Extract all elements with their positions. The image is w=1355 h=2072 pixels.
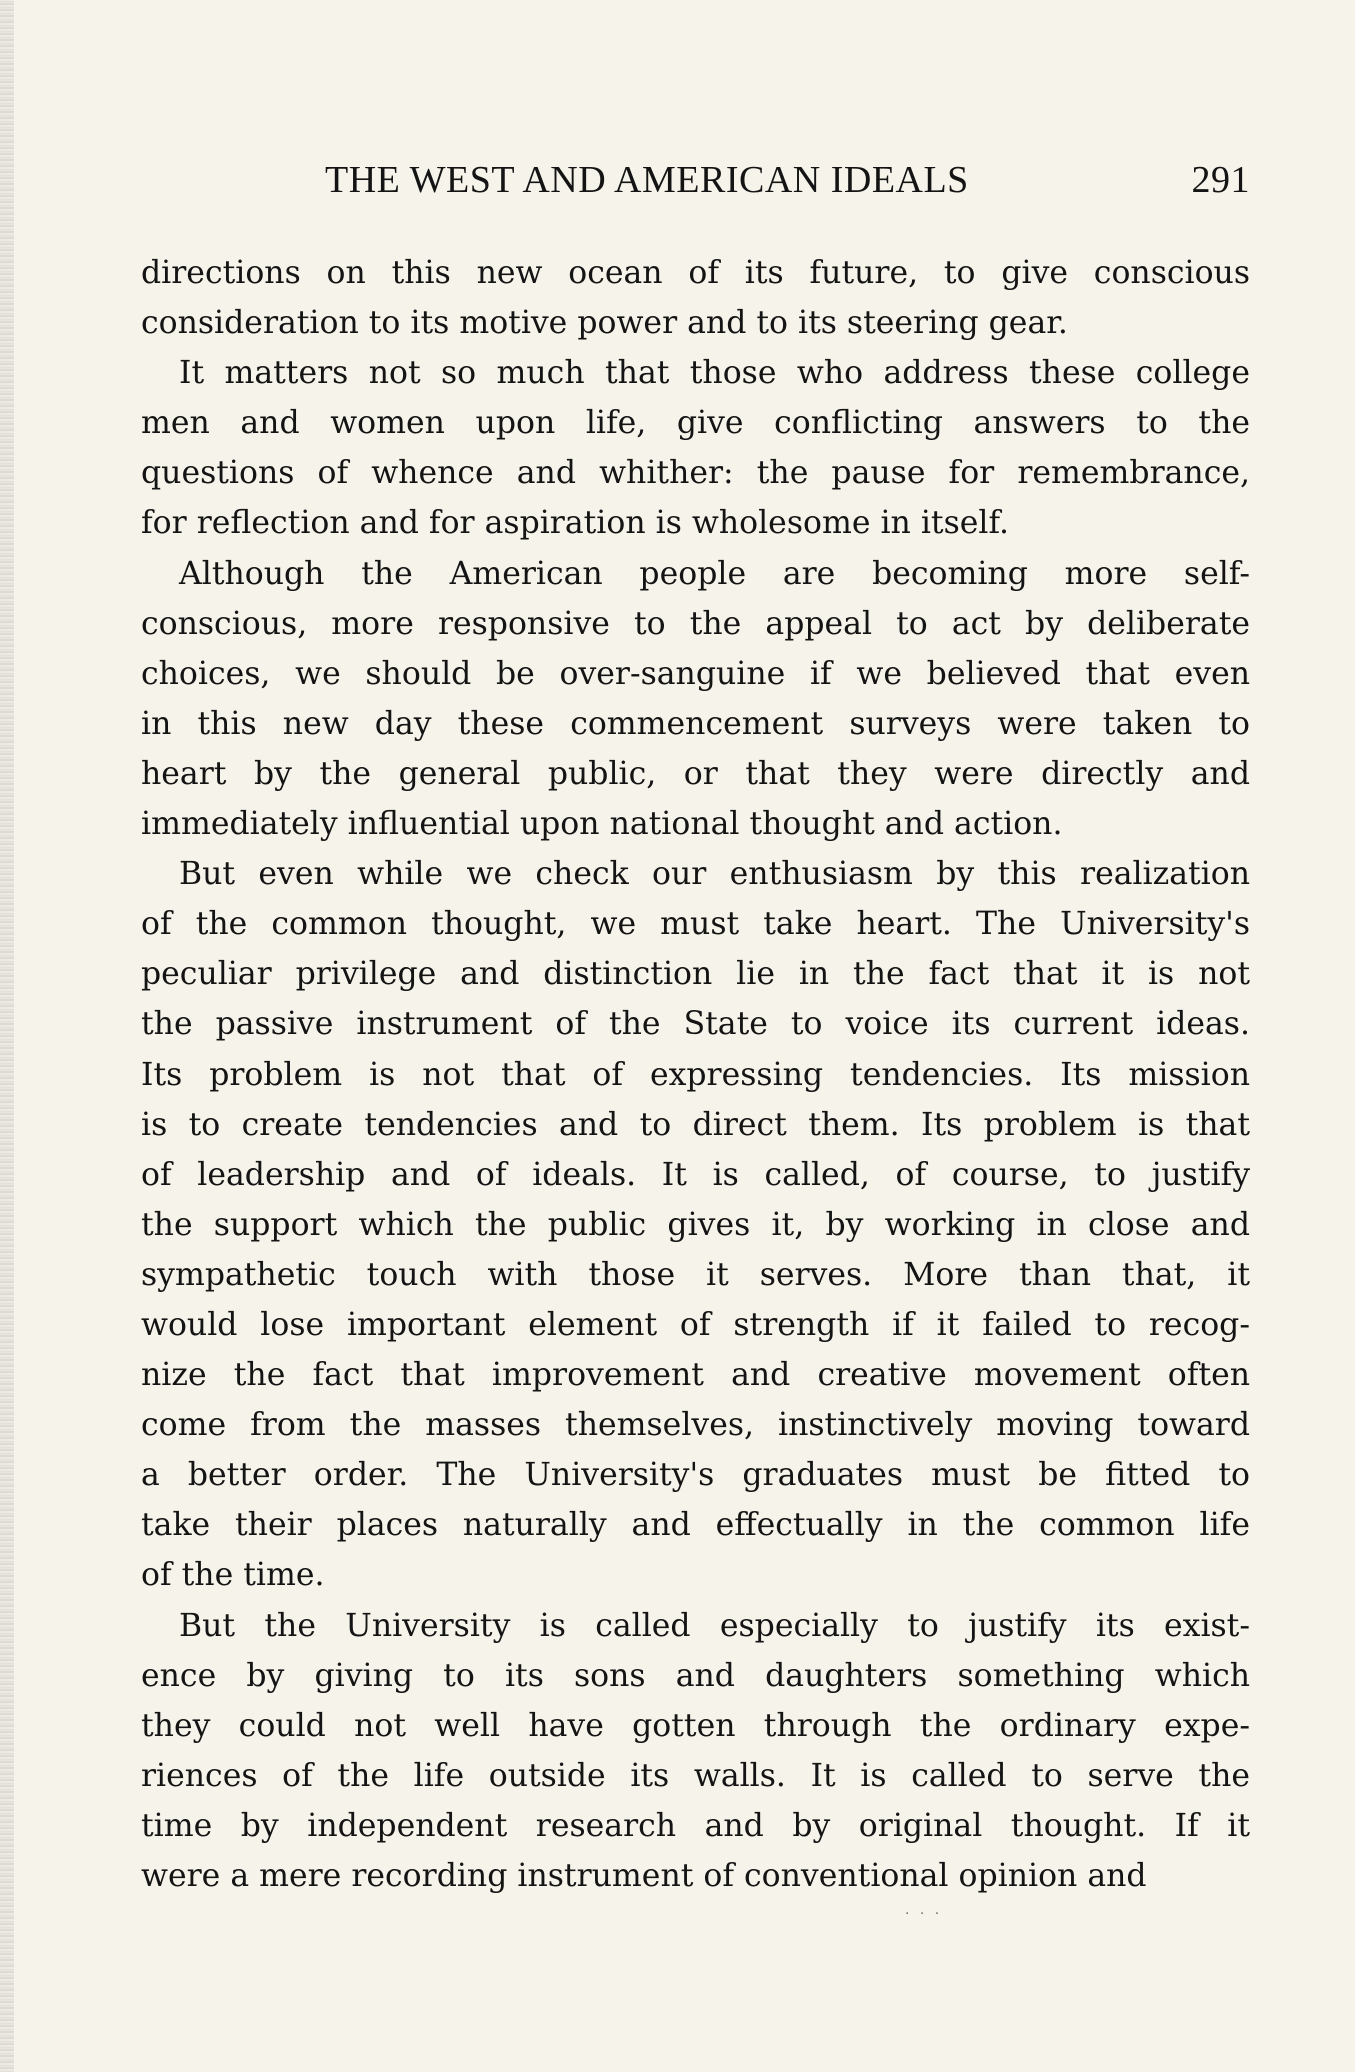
text-line: of the common thought, we must take heart. The University's [141,906,1250,943]
text-line: the passive instrument of the State to voice its current ideas. [141,1006,1250,1043]
book-page [141,150,1250,1901]
text-line: But the University is called especially to justify its exist- [179,1607,1250,1644]
text-line: would lose important element of strength if it failed to recog- [141,1306,1250,1343]
text-line: nize the fact that improvement and creative movement often [141,1357,1250,1394]
text-line: of the time. [141,1557,325,1594]
text-line: is to create tendencies and to direct them. Its problem is that [141,1106,1250,1143]
running-title: THE WEST AND AMERICAN IDEALS [325,159,969,201]
text-line: time by independent research and by original thought. If it [141,1807,1250,1844]
text-line: for reflection and for aspiration is wholesome in itself. [141,505,1010,542]
text-line: take their places naturally and effectually in the common life [141,1507,1250,1544]
text-line: riences of the life outside its walls. It is called to serve the [141,1757,1250,1794]
text-line: peculiar privilege and distinction lie in the fact that it is not [141,956,1250,993]
text-line: of leadership and of ideals. It is called, of course, to justify [141,1156,1250,1193]
text-line: the support which the public gives it, by working in close and [141,1206,1250,1243]
scan-gutter [0,0,14,2072]
text-line: in this new day these commencement surveys were taken to [141,705,1250,742]
text-line: come from the masses themselves, instinctively moving toward [141,1407,1250,1444]
text-line: were a mere recording instrument of conventional opinion and [141,1858,1147,1894]
text-line: questions of whence and whither: the pause for remembrance, [141,455,1250,492]
text-line: Its problem is not that of expressing tendencies. Its mission [141,1056,1250,1093]
text-line: heart by the general public, or that they were directly and [141,755,1250,792]
text-line: immediately influential upon national thought and action. [141,806,1063,843]
paragraph [141,1601,1250,1902]
text-line: directions on this new ocean of its future, to give conscious [141,255,1250,291]
text-line: ence by giving to its sons and daughters something which [141,1657,1250,1694]
text-line: But even while we check our enthusiasm by this realization [179,856,1250,893]
paragraph [141,549,1250,850]
text-line: men and women upon life, give conflicting answers to the [141,405,1250,442]
text-line: they could not well have gotten through the ordinary expe- [141,1707,1250,1744]
paragraph [141,849,1250,1600]
paragraph [141,248,1250,348]
page-number: 291 [1191,159,1250,201]
text-line: choices, we should be over-sanguine if we believed that even [141,655,1250,692]
text-line: conscious, more responsive to the appeal to act by deliberate [141,605,1250,642]
scan-speckle: · · · [905,1906,943,1922]
body-text [141,248,1250,1901]
text-line: sympathetic touch with those it serves. More than that, it [141,1256,1250,1293]
paragraph [141,348,1250,548]
text-line: consideration to its motive power and to its steering gear. [141,305,1068,342]
text-line: It matters not so much that those who address these college [179,355,1250,392]
running-head [141,150,1250,210]
text-line: a better order. The University's graduates must be fitted to [141,1457,1250,1494]
text-line: Although the American people are becoming more self- [179,555,1250,592]
